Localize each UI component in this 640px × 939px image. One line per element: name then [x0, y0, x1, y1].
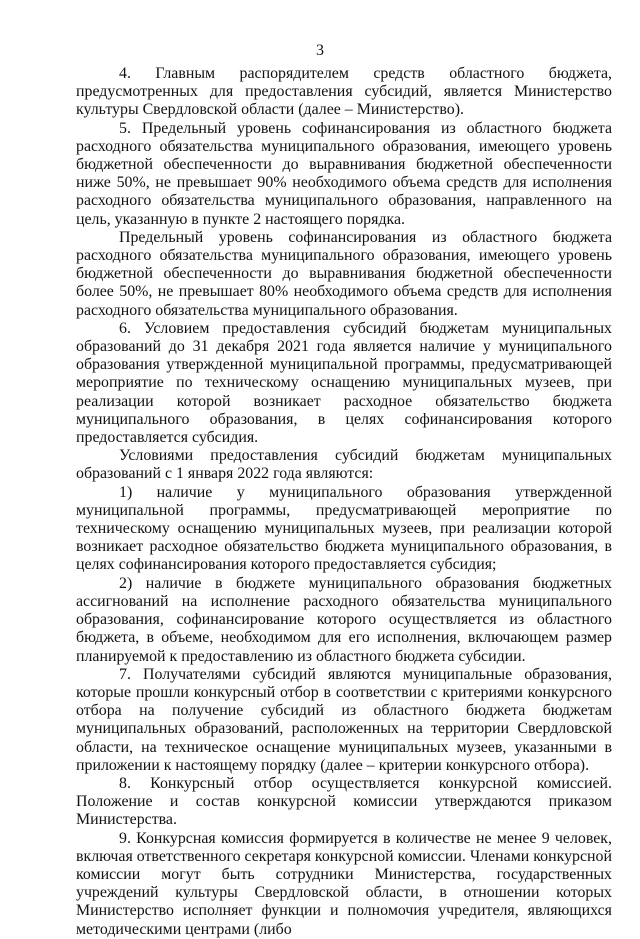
paragraph-item-4: 4. Главным распорядителем средств областного бюджета, предусмотренных для предоставления субсидий, является Министерство культуры Свердловской области (далее – Министерство). — [76, 65, 612, 119]
paragraph-item-5: 5. Предельный уровень софинансирования из областного бюджета расходного обязательства муниципального образования, имеющего уровень бюджетной обеспеченности до выравнивания бюджетной обеспеченности ниже 50%, не превышает 90% необходимого объема средств для исполнения расходного обязательства муниципального образования, направленного на цель, указанную в пункте 2 настоящего порядка. — [76, 119, 612, 228]
paragraph-item-9: 9. Конкурсная комиссия формируется в количестве не менее 9 человек, включая ответственного секретаря конкурсной комиссии. Членами конкурсной комиссии могут быть сотрудники Министерства, государственных учреждений культуры Свердловской области, в отношении которых Министерство исполняет функции и полномочия учредителя, являющихся методическими центрами (либо — [76, 829, 612, 938]
paragraph-item-7: 7. Получателями субсидий являются муниципальные образования, которые прошли конкурсный отбор в соответствии с критериями конкурсного отбора на получение субсидий из областного бюджета бюджетам муниципальных образований, расположенных на территории Свердловской области, на техническое оснащение муниципальных музеев, указанными в приложении к настоящему порядку (далее – критерии конкурсного отбора). — [76, 665, 612, 774]
paragraph-condition-1: 1) наличие у муниципального образования утвержденной муниципальной программы, предусматривающей мероприятие по техническому оснащению муниципальных музеев, при реализации которой возникает расходное обязательство бюджета муниципального образования, в целях софинансирования которого предоставляется субсидия; — [76, 483, 612, 574]
document-body — [76, 65, 612, 939]
paragraph-item-6: 6. Условием предоставления субсидий бюджетам муниципальных образований до 31 декабря 2021 года является наличие у муниципального образования утвержденной муниципальной программы, предусматривающей мероприятие по техническому оснащению муниципальных музеев, при реализации которой возникает расходное обязательство бюджета муниципального образования, в целях софинансирования которого предоставляется субсидия. — [76, 319, 612, 447]
paragraph-conditions-2022: Условиями предоставления субсидий бюджетам муниципальных образований с 1 января 2022 года являются: — [76, 447, 612, 483]
paragraph-condition-2: 2) наличие в бюджете муниципального образования бюджетных ассигнований на исполнение расходного обязательства муниципального образования, софинансирование которого осуществляется из областного бюджета, в объеме, необходимом для его исполнения, включающем размер планируемой к предоставлению из областного бюджета субсидии. — [76, 574, 612, 665]
paragraph-item-8: 8. Конкурсный отбор осуществляется конкурсной комиссией. Положение и состав конкурсной комиссии утверждаются приказом Министерства. — [76, 774, 612, 829]
paragraph-cofinancing-level: Предельный уровень софинансирования из областного бюджета расходного обязательства муниципального образования, имеющего уровень бюджетной обеспеченности до выравнивания бюджетной обеспеченности более 50%, не превышает 80% необходимого объема средств для исполнения расходного обязательства муниципального образования. — [76, 228, 612, 319]
page-number: 3 — [316, 42, 324, 59]
